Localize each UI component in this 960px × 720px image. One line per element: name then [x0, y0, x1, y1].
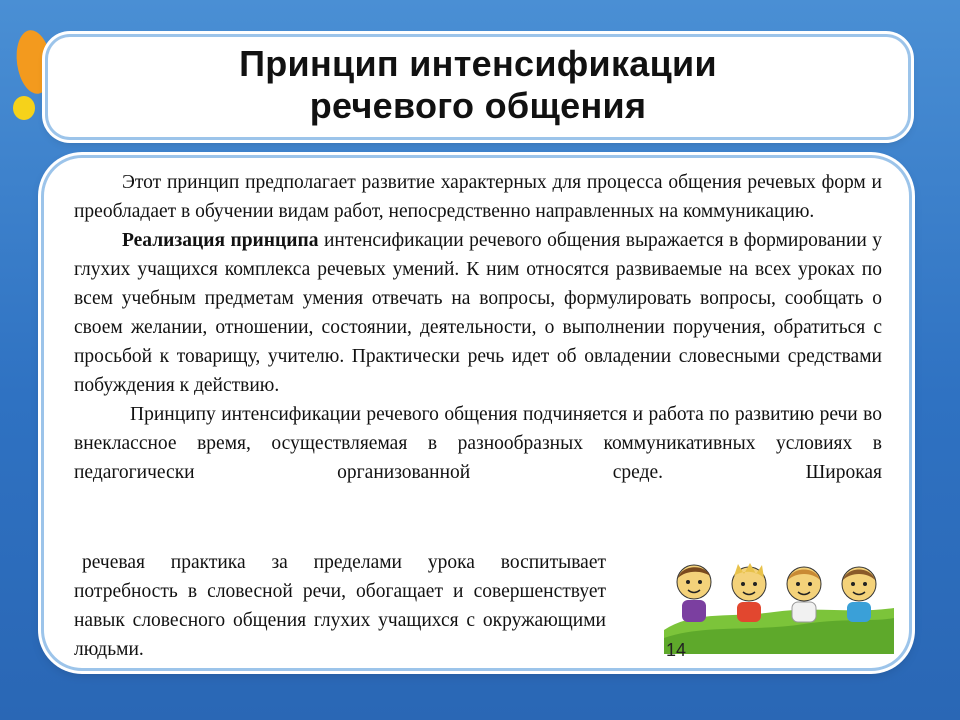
paragraph-4: речевая практика за пределами урока воспитывает потребность в словесной речи, обогащает и совершенствует навык словесного общения глухих учащихся с окружающими людьми.: [74, 552, 606, 660]
paragraph-2-bold: Реализация принципа: [122, 230, 319, 251]
title-line-2: речевого общения: [309, 85, 647, 126]
sub-text: [74, 548, 606, 664]
paragraph-2: [74, 226, 882, 400]
slide-title: [48, 43, 908, 127]
page-number: 14: [666, 640, 687, 660]
paragraph-1: Этот принцип предполагает развитие характерных для процесса общения речевых форм и преобладает в обучении видам работ, непосредственно направленных на коммуникацию.: [74, 172, 882, 222]
paragraph-3: Принципу интенсификации речевого общения подчиняется и работа по развитию речи во внеклассное время, осуществляемая в разнообразных коммуникативных условиях в педагогически организованной среде. Широкая: [74, 404, 882, 483]
children-illustration-icon: [664, 560, 894, 654]
main-text: [74, 168, 882, 487]
title-line-1: Принцип интенсификации: [239, 43, 717, 84]
title-card: [48, 37, 908, 137]
paragraph-2-text: интенсификации речевого общения выражается в формировании у глухих учащихся комплекса речевых умений. К ним относятся развиваемые на всех уроках по всем учебным предметам умения отвечать на вопросы, формулировать вопросы, сообщать о своем желании, отношении, состоянии, деятельности, о выполнении поручения, обратиться с просьбой к товарищу, учителю. Практически речь идет об овладении словесными средствами побуждения к действию.: [74, 230, 882, 396]
